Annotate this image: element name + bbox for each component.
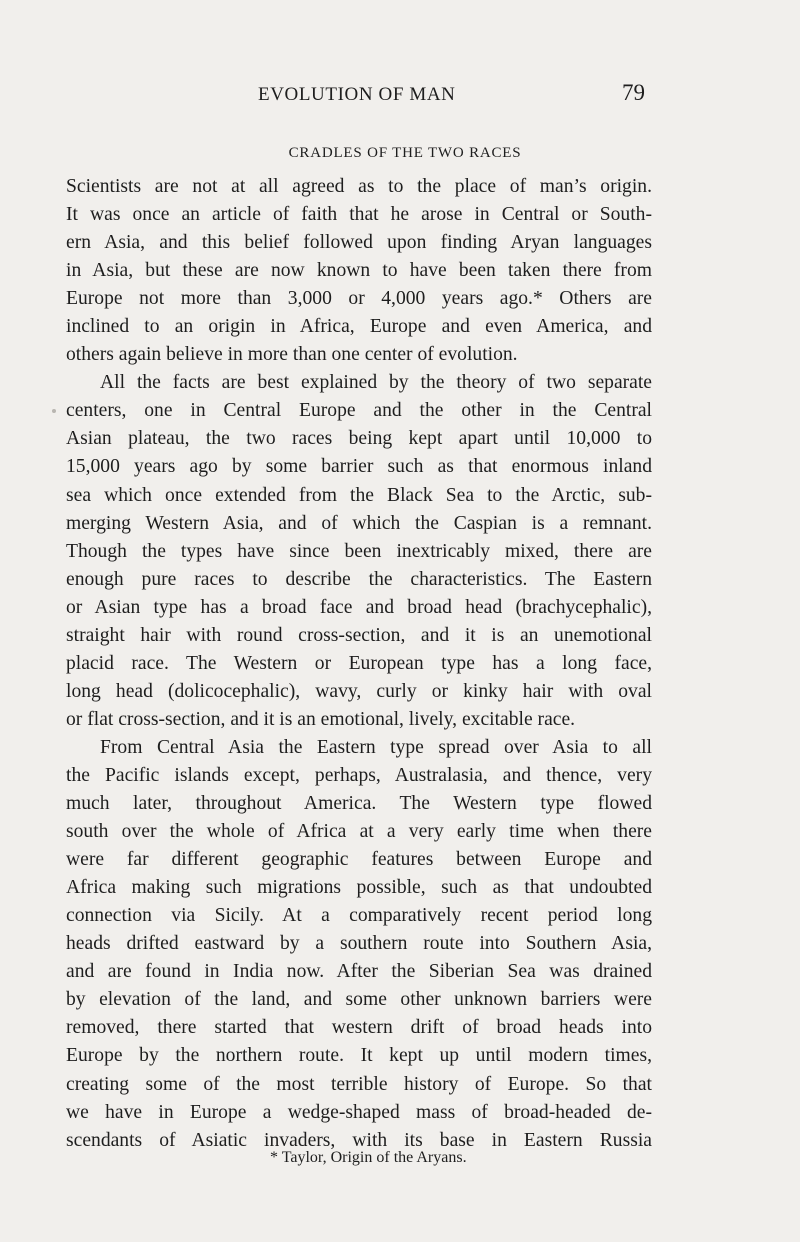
body-line: enough pure races to describe the characteristics. The Eastern bbox=[66, 568, 652, 590]
body-line: Europe not more than 3,000 or 4,000 years ago.* Others are bbox=[66, 288, 652, 310]
body-line: sea which once extended from the Black Sea to the Arctic, sub- bbox=[66, 484, 652, 506]
body-line: long head (dolicocephalic), wavy, curly or kinky hair with oval bbox=[66, 680, 652, 702]
body-line: placid race. The Western or European type has a long face, bbox=[66, 652, 652, 674]
body-line: centers, one in Central Europe and the other in the Central bbox=[66, 400, 652, 422]
body-line: we have in Europe a wedge-shaped mass of broad-headed de- bbox=[66, 1101, 652, 1123]
body-line: Asian plateau, the two races being kept apart until 10,000 to bbox=[66, 428, 652, 450]
body-text bbox=[66, 173, 652, 1155]
body-line: creating some of the most terrible history of Europe. So that bbox=[66, 1073, 652, 1095]
body-line: straight hair with round cross-section, and it is an unemotional bbox=[66, 624, 652, 646]
body-line: Africa making such migrations possible, such as that undoubted bbox=[66, 877, 652, 899]
section-heading: CRADLES OF THE TWO RACES bbox=[288, 145, 522, 161]
page-number: 79 bbox=[622, 80, 645, 105]
body-line: 15,000 years ago by some barrier such as that enormous inland bbox=[66, 456, 652, 478]
body-line: removed, there started that western drift of broad heads into bbox=[66, 1017, 652, 1039]
body-line: were far different geographic features between Europe and bbox=[66, 849, 652, 871]
body-line: ern Asia, and this belief followed upon finding Aryan languages bbox=[66, 232, 652, 254]
body-line: and are found in India now. After the Siberian Sea was drained bbox=[66, 961, 652, 983]
body-line: Europe by the northern route. It kept up until modern times, bbox=[66, 1045, 652, 1067]
footnote: * Taylor, Origin of the Aryans. bbox=[270, 1149, 467, 1166]
body-line: connection via Sicily. At a comparatively recent period long bbox=[66, 905, 652, 927]
body-line: or Asian type has a broad face and broad head (brachycephalic), bbox=[66, 596, 652, 618]
body-line: heads drifted eastward by a southern route into Southern Asia, bbox=[66, 933, 652, 955]
body-line: Scientists are not at all agreed as to the place of man’s origin. bbox=[66, 176, 652, 197]
running-head-title: EVOLUTION OF MAN bbox=[258, 84, 456, 105]
body-line: merging Western Asia, and of which the Caspian is a remnant. bbox=[66, 512, 652, 534]
body-line: Though the types have since been inextricably mixed, there are bbox=[66, 540, 652, 562]
body-line: by elevation of the land, and some other unknown barriers were bbox=[66, 989, 652, 1011]
body-line: From Central Asia the Eastern type spread over Asia to all bbox=[100, 736, 652, 758]
body-line: much later, throughout America. The Western type flowed bbox=[66, 793, 652, 815]
body-line: the Pacific islands except, perhaps, Australasia, and thence, very bbox=[66, 764, 652, 786]
body-line: in Asia, but these are now known to have been taken there from bbox=[66, 260, 652, 282]
body-line: scendants of Asiatic invaders, with its base in Eastern Russia bbox=[66, 1129, 652, 1151]
body-line: others again believe in more than one center of evolution. bbox=[66, 344, 518, 366]
body-line: All the facts are best explained by the theory of two separate bbox=[100, 372, 652, 394]
margin-speck bbox=[52, 409, 56, 413]
body-line: or flat cross-section, and it is an emotional, lively, excitable race. bbox=[66, 708, 576, 730]
body-line: It was once an article of faith that he arose in Central or South- bbox=[66, 204, 652, 226]
body-line: south over the whole of Africa at a very early time when there bbox=[66, 821, 652, 843]
body-line: inclined to an origin in Africa, Europe and even America, and bbox=[66, 316, 652, 338]
